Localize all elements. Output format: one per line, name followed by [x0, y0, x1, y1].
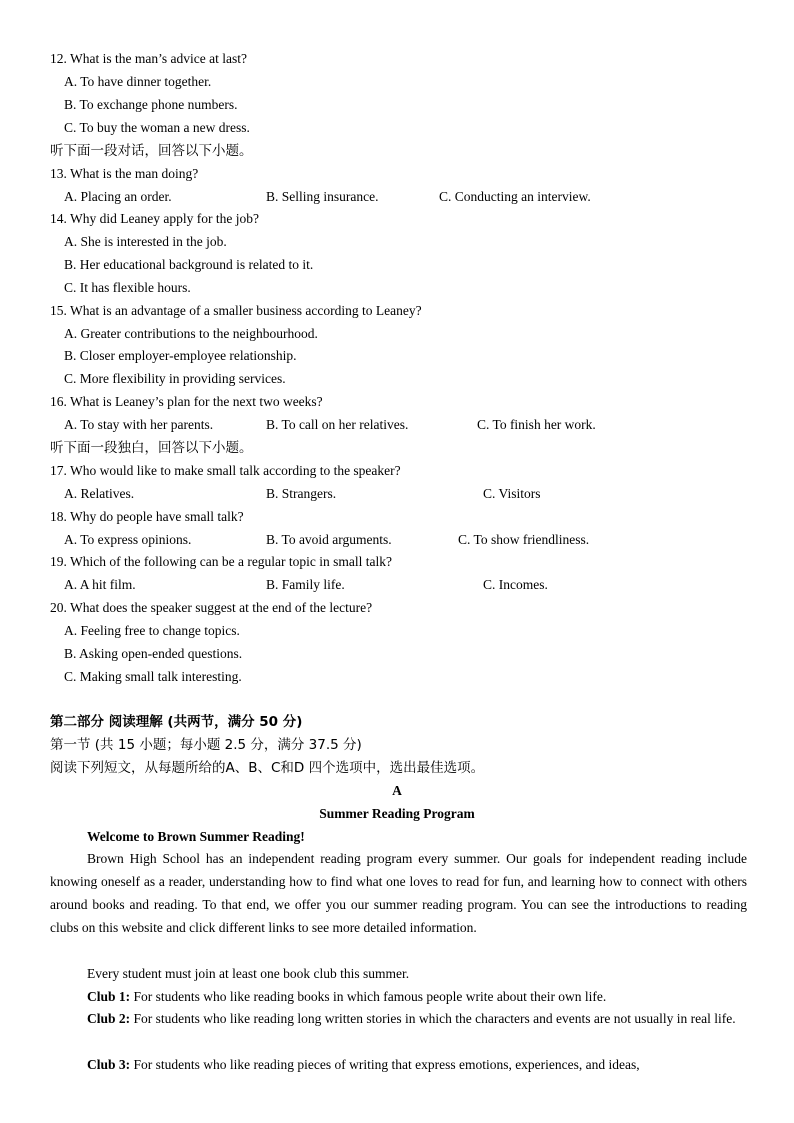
- passage-title: Summer Reading Program: [319, 806, 475, 821]
- club-3: [50, 1053, 747, 1076]
- option-15a: A. Greater contributions to the neighbourhood.: [64, 326, 318, 341]
- welcome-heading: Welcome to Brown Summer Reading!: [87, 829, 305, 844]
- question-19: 19. Which of the following can be a regular topic in small talk?: [50, 554, 393, 569]
- instruction-monologue: 听下面一段独白，回答以下小题。: [50, 440, 253, 456]
- option-13c: C. Conducting an interview.: [439, 189, 591, 204]
- question-16: 16. What is Leaney’s plan for the next two weeks?: [50, 394, 323, 409]
- option-19a: A. A hit film.: [64, 577, 136, 592]
- option-15b: B. Closer employer-employee relationship.: [64, 348, 297, 363]
- club-2: [50, 1007, 747, 1030]
- option-20b: B. Asking open-ended questions.: [64, 646, 243, 661]
- option-14b: B. Her educational background is related to it.: [64, 257, 314, 272]
- option-20c: C. Making small talk interesting.: [64, 669, 242, 684]
- option-13b: B. Selling insurance.: [266, 189, 379, 204]
- section-title: 第一节 (共 15 小题；每小题 2.5 分，满分 37.5 分): [50, 737, 362, 753]
- option-13a: A. Placing an order.: [64, 189, 172, 204]
- option-12b: B. To exchange phone numbers.: [64, 97, 238, 112]
- option-18a: A. To express opinions.: [64, 532, 192, 547]
- intro-paragraph-text: Brown High School has an independent reading program every summer. Our goals for independent reading include knowing oneself as a reader, understanding how to find what one loves to read for fun, and learning how to connect with others around books and reading. To that end, we offer you our summer reading program. You can see the introductions to reading clubs on this website and click different links to see more detailed information.: [50, 851, 747, 935]
- option-14c: C. It has flexible hours.: [64, 280, 191, 295]
- reading-instruction: 阅读下列短文，从每题所给的A、B、C和D 四个选项中，选出最佳选项。: [50, 760, 485, 776]
- question-15: 15. What is an advantage of a smaller business according to Leaney?: [50, 303, 422, 318]
- option-18c: C. To show friendliness.: [458, 532, 590, 547]
- option-12c: C. To buy the woman a new dress.: [64, 120, 250, 135]
- part-title: 第二部分 阅读理解 (共两节，满分 50 分): [50, 714, 303, 730]
- club-3-text: For students who like reading pieces of writing that express emotions, experiences, and ideas,: [133, 1057, 640, 1072]
- option-20a: A. Feeling free to change topics.: [64, 623, 240, 638]
- option-17b: B. Strangers.: [266, 486, 337, 501]
- option-19b: B. Family life.: [266, 577, 345, 592]
- join-requirement: Every student must join at least one book club this summer.: [87, 966, 410, 981]
- option-17a: A. Relatives.: [64, 486, 135, 501]
- option-12a: A. To have dinner together.: [64, 74, 212, 89]
- question-18: 18. Why do people have small talk?: [50, 509, 244, 524]
- club-2-label: Club 2:: [87, 1011, 131, 1026]
- club-1-text: For students who like reading books in which famous people write about their own life.: [133, 989, 607, 1004]
- club-1-label: Club 1:: [87, 989, 131, 1004]
- option-16b: B. To call on her relatives.: [266, 417, 409, 432]
- option-17c: C. Visitors: [483, 486, 541, 501]
- club-1: [87, 988, 606, 1006]
- option-18b: B. To avoid arguments.: [266, 532, 392, 547]
- option-14a: A. She is interested in the job.: [64, 234, 227, 249]
- club-3-label: Club 3:: [87, 1057, 131, 1072]
- question-17: 17. Who would like to make small talk according to the speaker?: [50, 463, 401, 478]
- question-12: 12. What is the man’s advice at last?: [50, 51, 247, 66]
- option-16a: A. To stay with her parents.: [64, 417, 214, 432]
- club-2-text: For students who like reading long written stories in which the characters and events are not usually in real life.: [133, 1011, 736, 1026]
- option-16c: C. To finish her work.: [477, 417, 596, 432]
- option-15c: C. More flexibility in providing services.: [64, 371, 286, 386]
- question-20: 20. What does the speaker suggest at the end of the lecture?: [50, 600, 373, 615]
- instruction-dialogue: 听下面一段对话，回答以下小题。: [50, 143, 253, 159]
- intro-paragraph: [50, 847, 747, 939]
- question-13: 13. What is the man doing?: [50, 166, 199, 181]
- question-14: 14. Why did Leaney apply for the job?: [50, 211, 259, 226]
- option-19c: C. Incomes.: [483, 577, 548, 592]
- passage-letter: A: [392, 783, 402, 798]
